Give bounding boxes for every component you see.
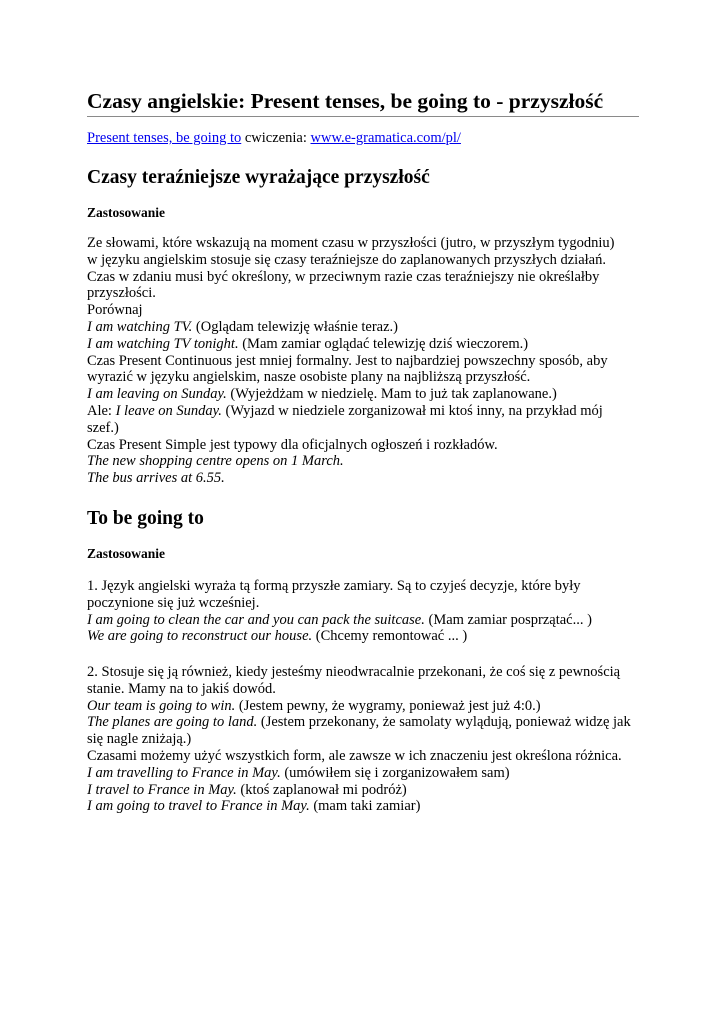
line-text: (Mam zamiar posprzątać... ) [424, 611, 592, 628]
example-sentence: We are going to reconstruct our house. [87, 628, 313, 645]
section1-body [87, 235, 647, 487]
text-line [87, 252, 647, 269]
line-text: (ktoś zaplanował mi podróż) [236, 781, 407, 798]
text-line [87, 453, 647, 470]
line-text: (Wyjazd w niedziele zorganizował mi ktoś inny, na przykład mój [221, 402, 603, 419]
line-text: stanie. Mamy na to jakiś dowód. [87, 680, 276, 697]
line-text: (Wyjeżdżam w niedzielę. Mam to już tak zaplanowane.) [226, 386, 557, 403]
line-text: (Chcemy remontować ... ) [312, 628, 468, 645]
section-label-usage-2: Zastosowanie [87, 546, 166, 561]
page-title: Czasy angielskie: Present tenses, be going to - przyszłość [87, 88, 639, 117]
text-line [87, 386, 647, 403]
text-line [87, 664, 647, 681]
links-separator-text: cwiczenia: [241, 130, 311, 146]
text-line [87, 714, 647, 731]
line-text: Czasami możemy użyć wszystkich form, ale zawsze w ich znaczeniu jest określona różnica. [87, 747, 622, 764]
line-text: w języku angielskim stosuje się czasy teraźniejsze do zaplanowanych przyszłych działań. [87, 251, 606, 268]
line-text: (umówiłem się i zorganizowałem sam) [280, 764, 510, 781]
section-heading-going-to: To be going to [87, 508, 204, 529]
text-line [87, 285, 647, 302]
example-sentence: The planes are going to land. [87, 714, 258, 731]
example-sentence: The bus arrives at 6.55. [87, 470, 225, 487]
text-line [87, 437, 647, 454]
text-line [87, 353, 647, 370]
text-line [87, 681, 647, 698]
text-line [87, 765, 647, 782]
line-text: Czas Present Continuous jest mniej formalny. Jest to najbardziej powszechny sposób, aby [87, 352, 608, 369]
example-sentence: I am watching TV. [87, 318, 193, 335]
text-line [87, 269, 647, 286]
line-text: się nagle zniżają.) [87, 731, 192, 748]
line-text: Ale: [87, 402, 116, 419]
present-tenses-link[interactable]: Present tenses, be going to [87, 130, 242, 146]
text-line [87, 595, 647, 612]
line-text: wyrazić w języku angielskim, nasze osobiste plany na najbliższą przyszłość. [87, 369, 531, 386]
example-sentence: I am leaving on Sunday. [87, 386, 227, 403]
text-line [87, 369, 647, 386]
line-text: (Mam zamiar oglądać telewizję dziś wieczorem.) [238, 335, 529, 352]
line-text: (mam taki zamiar) [309, 798, 421, 815]
text-line [87, 698, 647, 715]
line-text: (Jestem pewny, że wygramy, ponieważ jest już 4:0.) [235, 697, 541, 714]
example-sentence: The new shopping centre opens on 1 March. [87, 453, 344, 470]
section2-paragraph-1 [87, 578, 647, 645]
line-text: Czas Present Simple jest typowy dla oficjalnych ogłoszeń i rozkładów. [87, 436, 498, 453]
text-line [87, 578, 647, 595]
text-line [87, 798, 647, 815]
text-line [87, 302, 647, 319]
line-text: szef.) [87, 419, 119, 436]
line-text: 2. Stosuje się ją również, kiedy jesteśmy nieodwracalnie przekonani, że coś się z pewnością [87, 664, 621, 680]
example-sentence: I am going to travel to France in May. [87, 798, 310, 815]
line-text: (Oglądam telewizję właśnie teraz.) [192, 318, 398, 335]
text-line [87, 336, 647, 353]
example-sentence: Our team is going to win. [87, 697, 236, 714]
section-heading-present-tenses: Czasy teraźniejsze wyrażające przyszłość [87, 167, 430, 188]
line-text: 1. Język angielski wyraża tą formą przyszłe zamiary. Są to czyjeś decyzje, które były [87, 578, 581, 594]
line-text: Porównaj [87, 302, 143, 319]
section-label-usage: Zastosowanie [87, 205, 166, 220]
example-sentence: I am going to clean the car and you can pack the suitcase. [87, 611, 425, 628]
text-line [87, 420, 647, 437]
example-sentence: I am watching TV tonight. [87, 335, 239, 352]
text-line [87, 782, 647, 799]
exercise-links [87, 129, 461, 147]
example-sentence: I leave on Sunday. [115, 402, 222, 419]
text-line [87, 748, 647, 765]
section2-paragraph-2 [87, 664, 647, 815]
text-line [87, 319, 647, 336]
e-gramatica-link[interactable]: www.e-gramatica.com/pl/ [310, 130, 461, 146]
line-text: (Jestem przekonany, że samolaty wylądują, ponieważ widzę jak [257, 714, 631, 731]
example-sentence: I travel to France in May. [87, 781, 237, 798]
text-line [87, 403, 647, 420]
line-text: przyszłości. [87, 285, 156, 302]
text-line [87, 612, 647, 629]
line-text: Ze słowami, które wskazują na moment czasu w przyszłości (jutro, w przyszłym tygodniu) [87, 235, 615, 251]
text-line [87, 731, 647, 748]
text-line [87, 628, 647, 645]
line-text: Czas w zdaniu musi być określony, w przeciwnym razie czas teraźniejszy nie określałby [87, 268, 600, 285]
text-line [87, 235, 647, 252]
text-line [87, 470, 647, 487]
line-text: poczynione się już wcześniej. [87, 594, 260, 611]
example-sentence: I am travelling to France in May. [87, 764, 281, 781]
